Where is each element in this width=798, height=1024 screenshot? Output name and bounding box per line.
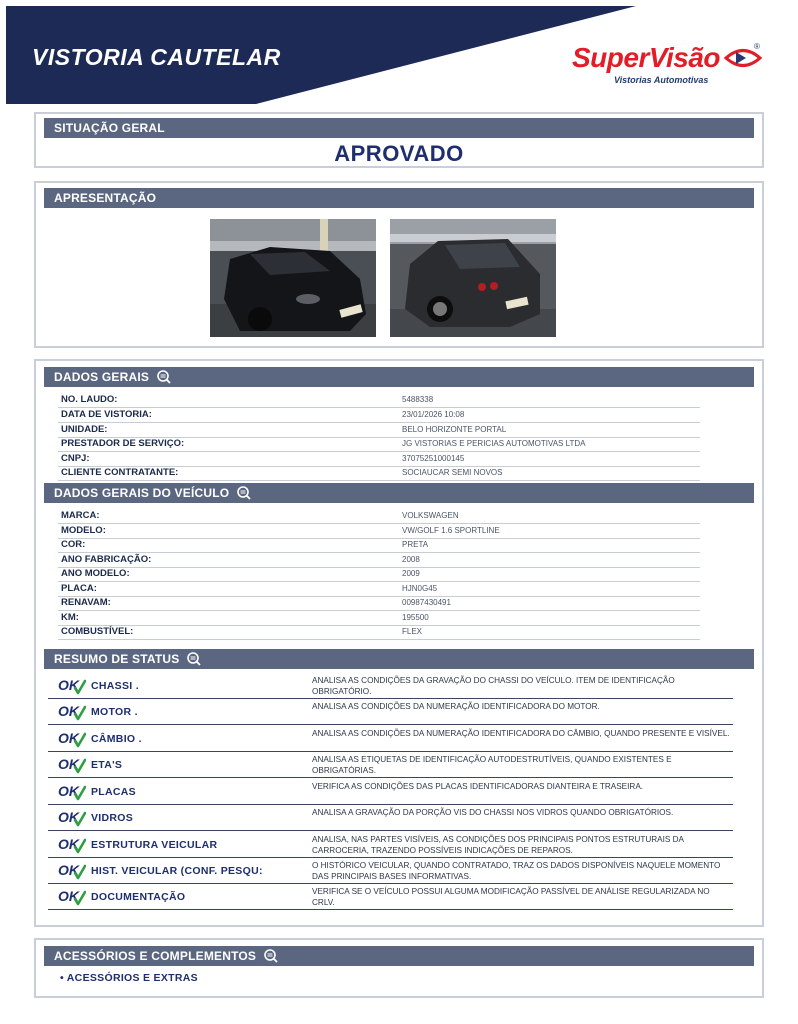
kv-label: ANO FABRICAÇÃO: <box>61 554 152 565</box>
status-item-name: MOTOR . <box>91 706 138 718</box>
ok-check-icon <box>58 676 86 696</box>
status-item-name: ESTRUTURA VEICULAR <box>91 839 218 851</box>
kv-label: NO. LAUDO: <box>61 394 118 405</box>
kv-label: COMBUSTÍVEL: <box>61 626 134 637</box>
search-details-icon <box>157 370 171 384</box>
status-item-desc: VERIFICA SE O VEÍCULO POSSUI ALGUMA MODIFICAÇÃO PASSÍVEL DE ANÁLISE REGULARIZADA NO CRLV. <box>312 887 710 907</box>
kv-label: DATA DE VISTORIA: <box>61 409 152 420</box>
status-item-name: CÂMBIO . <box>91 733 142 745</box>
ok-check-icon <box>58 782 86 802</box>
kv-row <box>58 524 700 539</box>
status-item-desc: VERIFICA AS CONDIÇÕES DAS PLACAS IDENTIFICADORAS DIANTEIRA E TRASEIRA. <box>312 782 644 791</box>
car-front-image <box>210 219 376 337</box>
section-title: DADOS GERAIS <box>54 370 150 384</box>
dados-gerais-header <box>44 367 754 387</box>
status-row <box>48 673 733 699</box>
kv-row <box>58 452 700 467</box>
kv-value: 195500 <box>402 613 429 622</box>
ok-label: OK <box>58 783 79 799</box>
kv-row <box>58 437 700 452</box>
ok-label: OK <box>58 862 79 878</box>
ok-check-icon <box>58 887 86 907</box>
kv-label: RENAVAM: <box>61 597 111 608</box>
kv-value: HJN0G45 <box>402 584 438 593</box>
kv-row <box>58 423 700 438</box>
dados-veiculo-header <box>44 483 754 503</box>
section-title: RESUMO DE STATUS <box>54 652 180 666</box>
ok-check-icon <box>58 755 86 775</box>
apresentacao-section <box>34 181 764 348</box>
status-row <box>48 884 733 910</box>
ok-label: OK <box>58 730 79 746</box>
status-item-name: ETA'S <box>91 759 123 771</box>
search-details-icon <box>237 486 251 500</box>
kv-value: 2008 <box>402 555 420 564</box>
kv-row <box>58 582 700 597</box>
kv-value: 2009 <box>402 569 420 578</box>
kv-row <box>58 596 700 611</box>
acessorios-item: • ACESSÓRIOS E EXTRAS <box>60 972 198 984</box>
ok-label: OK <box>58 888 79 904</box>
kv-label: MARCA: <box>61 510 100 521</box>
kv-value: VOLKSWAGEN <box>402 511 459 520</box>
status-item-name: DOCUMENTAÇÃO <box>91 891 186 903</box>
kv-row <box>58 611 700 626</box>
kv-row <box>58 408 700 423</box>
ok-label: OK <box>58 836 79 852</box>
logo-text: SuperVisão <box>572 42 721 73</box>
front-left-photo[interactable] <box>210 219 376 337</box>
kv-value: 37075251000145 <box>402 454 465 463</box>
kv-label: UNIDADE: <box>61 424 108 435</box>
section-title: ACESSÓRIOS E COMPLEMENTOS <box>54 949 257 963</box>
rear-left-photo[interactable] <box>390 219 556 337</box>
search-details-icon <box>264 949 278 963</box>
ok-check-icon <box>58 702 86 722</box>
status-value: APROVADO <box>334 141 464 166</box>
kv-value: PRETA <box>402 540 429 549</box>
kv-row <box>58 625 700 640</box>
ok-check-icon <box>58 835 86 855</box>
status-item-desc: ANALISA, NAS PARTES VISÍVEIS, AS CONDIÇÕES DOS PRINCIPAIS PONTOS ESTRUTURAIS DA CARROCERIA, TRAZENDO POSSÍVEIS INDICAÇÕES DE REPAROS. <box>312 835 684 855</box>
status-item-desc: ANALISA AS CONDIÇÕES DA NUMERAÇÃO IDENTIFICADORA DO MOTOR. <box>312 702 600 711</box>
ok-check-icon <box>58 729 86 749</box>
status-item-desc: ANALISA AS ETIQUETAS DE IDENTIFICAÇÃO AUTODESTRUTÍVEIS, QUANDO EXISTENTES E OBRIGATÓRIAS. <box>312 755 672 775</box>
ok-label: OK <box>58 809 79 825</box>
situacao-geral-section <box>34 112 764 168</box>
section-title: DADOS GERAIS DO VEÍCULO <box>54 486 230 500</box>
kv-label: COR: <box>61 539 86 550</box>
apresentacao-header <box>44 188 754 208</box>
ok-label: OK <box>58 703 79 719</box>
car-rear-image <box>390 219 556 337</box>
status-item-desc: ANALISA AS CONDIÇÕES DA GRAVAÇÃO DO CHASSI DO VEÍCULO. ITEM DE IDENTIFICAÇÃO OBRIGATÓRIO. <box>312 676 675 696</box>
kv-value: BELO HORIZONTE PORTAL <box>402 425 507 434</box>
status-row <box>48 805 733 831</box>
kv-value: 23/01/2026 10:08 <box>402 410 465 419</box>
status-row <box>48 752 733 778</box>
kv-label: MODELO: <box>61 525 106 536</box>
document-title: VISTORIA CAUTELAR <box>32 44 281 70</box>
kv-row <box>58 538 700 553</box>
status-row <box>48 858 733 884</box>
kv-value: 00987430491 <box>402 598 451 607</box>
ok-label: OK <box>58 677 79 693</box>
section-title: SITUAÇÃO GERAL <box>54 121 165 135</box>
kv-label: CLIENTE CONTRATANTE: <box>61 467 179 478</box>
acessorios-section <box>34 938 764 998</box>
status-item-name: VIDROS <box>91 812 134 824</box>
status-item-name: HIST. VEICULAR (CONF. PESQU: <box>91 865 263 877</box>
status-item-name: PLACAS <box>91 786 136 798</box>
logo-subtitle: Vistorias Automotivas <box>614 75 709 85</box>
search-details-icon <box>187 652 201 666</box>
kv-row <box>58 553 700 568</box>
kv-label: PLACA: <box>61 583 97 594</box>
kv-value: FLEX <box>402 627 423 636</box>
status-item-desc: ANALISA A GRAVAÇÃO DA PORÇÃO VIS DO CHASSI NOS VIDROS QUANDO OBRIGATÓRIOS. <box>312 808 674 817</box>
kv-label: ANO MODELO: <box>61 568 130 579</box>
kv-label: KM: <box>61 612 79 623</box>
status-item-name: CHASSI . <box>91 680 139 692</box>
status-row <box>48 726 733 752</box>
ok-check-icon <box>58 861 86 881</box>
kv-row <box>58 393 700 408</box>
status-row <box>48 699 733 725</box>
acessorios-header <box>44 946 754 966</box>
page-header <box>0 0 798 104</box>
kv-value: VW/GOLF 1.6 SPORTLINE <box>402 526 500 535</box>
status-item-desc: O HISTÓRICO VEICULAR, QUANDO CONTRATADO, TRAZ OS DADOS DISPONÍVEIS NAQUELE MOMENTO DAS PRINCIPAIS BASES INFORMATIVAS. <box>312 861 721 881</box>
ok-label: OK <box>58 756 79 772</box>
status-item-desc: ANALISA AS CONDIÇÕES DA NUMERAÇÃO IDENTIFICADORA DO CÂMBIO, QUANDO PRESENTE E VISÍVEL. <box>312 729 730 738</box>
kv-label: PRESTADOR DE SERVIÇO: <box>61 438 185 449</box>
status-row <box>48 832 733 858</box>
situacao-geral-header <box>44 118 754 138</box>
kv-label: CNPJ: <box>61 453 90 464</box>
kv-row <box>58 509 700 524</box>
kv-row <box>58 567 700 582</box>
logo-registered-mark: ® <box>754 42 760 51</box>
section-title: APRESENTAÇÃO <box>54 191 157 205</box>
status-row <box>48 779 733 805</box>
company-logo <box>572 42 768 92</box>
resumo-status-header <box>44 649 754 669</box>
kv-value: SOCIAUCAR SEMI NOVOS <box>402 468 503 477</box>
ok-check-icon <box>58 808 86 828</box>
kv-value: JG VISTORIAS E PERICIAS AUTOMOTIVAS LTDA <box>402 439 586 448</box>
kv-value: 5488338 <box>402 395 434 404</box>
kv-row <box>58 466 700 481</box>
